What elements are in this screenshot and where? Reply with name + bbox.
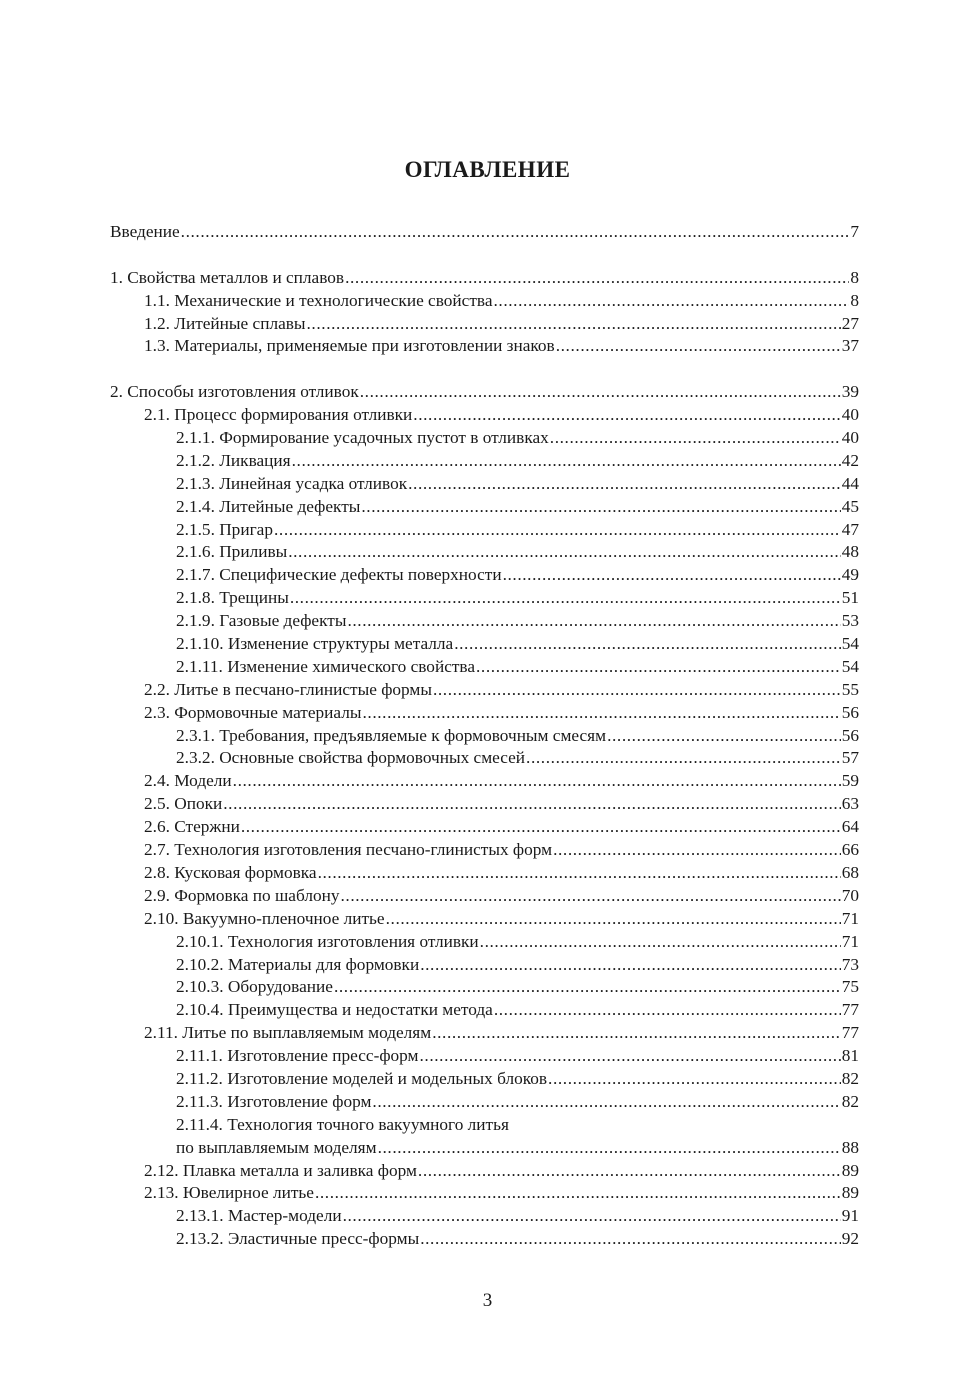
toc-entry-label: 1.3. Материалы, применяемые при изготовлении знаков	[144, 336, 555, 356]
toc-entry[interactable]	[110, 1022, 859, 1045]
toc-entry-label: 2.3. Формовочные материалы	[144, 702, 362, 722]
toc-dot-leader	[345, 267, 849, 290]
toc-entry[interactable]	[110, 427, 859, 450]
page-title: ОГЛАВЛЕНИЕ	[404, 157, 571, 182]
toc-entry-page: 68	[841, 862, 859, 882]
toc-entry-page: 49	[841, 565, 859, 585]
toc-entry-page: 70	[841, 885, 859, 905]
toc-dot-leader	[274, 519, 841, 542]
toc-entry-label: 2.1. Процесс формирования отливки	[144, 405, 413, 425]
toc-spacer	[110, 358, 859, 381]
toc-dot-leader	[307, 313, 841, 336]
toc-entry-page: 77	[841, 1000, 859, 1020]
toc-entry-page: 64	[841, 817, 859, 837]
toc-entry-label: 2.12. Плавка металла и заливка форм	[144, 1160, 417, 1180]
toc-entry-label: 2.10. Вакуумно-пленочное литье	[144, 908, 385, 928]
toc-entry-page: 73	[841, 954, 859, 974]
toc-entry-page: 71	[841, 931, 859, 951]
toc-entry[interactable]	[110, 862, 859, 885]
toc-entry-label: 2.1.9. Газовые дефекты	[176, 611, 347, 631]
toc-dot-leader	[420, 1045, 841, 1068]
toc-entry-page: 55	[841, 679, 859, 699]
toc-entry-page: 39	[841, 382, 859, 402]
toc-entry-page: 8	[850, 290, 859, 310]
toc-entry-page: 45	[841, 496, 859, 516]
toc-entry[interactable]	[110, 404, 859, 427]
toc-entry-page: 42	[841, 450, 859, 470]
toc-dot-leader	[318, 862, 841, 885]
toc-dot-leader	[347, 610, 840, 633]
toc-dot-leader	[408, 473, 841, 496]
toc-dot-leader	[420, 1228, 841, 1251]
toc-entry[interactable]	[110, 335, 859, 358]
toc-entry-page: 54	[841, 634, 859, 654]
toc-dot-leader	[233, 770, 841, 793]
toc-entry[interactable]	[110, 954, 859, 977]
toc-entry-page: 27	[841, 313, 859, 333]
toc-dot-leader	[361, 496, 840, 519]
toc-entry-page: 57	[841, 748, 859, 768]
toc-entry-label: 2.1.11. Изменение химического свойства	[176, 656, 476, 676]
toc-entry[interactable]	[110, 541, 859, 564]
toc-dot-leader	[433, 679, 841, 702]
toc-dot-leader	[290, 587, 841, 610]
toc-entry[interactable]	[110, 290, 859, 313]
toc-entry-label: 2.4. Модели	[144, 771, 232, 791]
toc-entry-label: 2.2. Литье в песчано-глинистые формы	[144, 679, 432, 699]
toc-entry-page: 81	[841, 1046, 859, 1066]
toc-entry-page: 59	[841, 771, 859, 791]
toc-entry-label: 1.1. Механические и технологические свойства	[144, 290, 493, 310]
toc-entry-label: 2.10.1. Технология изготовления отливки	[176, 931, 479, 951]
toc-entry[interactable]	[110, 839, 859, 862]
toc-entry-page: 51	[841, 588, 859, 608]
toc-entry-label: 2.3.1. Требования, предъявляемые к формовочным смесям	[176, 725, 607, 745]
toc-dot-leader	[526, 747, 841, 770]
toc-entry-label: 2.10.3. Оборудование	[176, 977, 333, 997]
toc-entry-page: 56	[841, 725, 859, 745]
toc-entry-label: 2.6. Стержни	[144, 817, 240, 837]
toc-entry-label: 2.1.2. Ликвация	[176, 450, 291, 470]
toc-entry-label: 1.2. Литейные сплавы	[144, 313, 306, 333]
toc-entry[interactable]	[110, 908, 859, 931]
toc-entry[interactable]	[110, 793, 859, 816]
toc-dot-leader	[413, 404, 840, 427]
toc-entry-label: 2.10.4. Преимущества и недостатки метода	[176, 1000, 493, 1020]
toc-dot-leader	[476, 656, 841, 679]
toc-dot-leader	[480, 931, 841, 954]
toc-entry-page: 7	[850, 222, 859, 241]
toc-dot-leader	[378, 1137, 841, 1160]
toc-entry[interactable]	[110, 564, 859, 587]
toc-dot-leader	[334, 976, 841, 999]
toc-entry[interactable]	[110, 770, 859, 793]
toc-entry-label: 2.1.6. Приливы	[176, 542, 288, 562]
toc-entry[interactable]	[110, 610, 859, 633]
toc-entry-page: 89	[841, 1183, 859, 1203]
toc-entry-label: 2.11.2. Изготовление моделей и модельных блоков	[176, 1068, 548, 1088]
toc-entry[interactable]	[110, 1045, 859, 1068]
toc-entry-label: 2.11.4. Технология точного вакуумного литья	[176, 1114, 509, 1134]
toc-entry-page: 82	[841, 1091, 859, 1111]
toc-dot-leader	[553, 839, 841, 862]
toc-dot-leader	[340, 885, 840, 908]
toc-entry[interactable]	[110, 587, 859, 610]
toc-entry-label: 2.11. Литье по выплавляемым моделям	[144, 1023, 432, 1043]
toc-entry-label: 2.13.1. Мастер-модели	[176, 1206, 342, 1226]
toc-entry-page: 56	[841, 702, 859, 722]
toc-entry-page: 63	[841, 794, 859, 814]
toc-entry[interactable]	[110, 976, 859, 999]
toc-dot-leader	[288, 541, 841, 564]
toc-entry[interactable]	[110, 633, 859, 656]
toc-entry[interactable]	[110, 381, 859, 404]
toc-entry-label: 2.1.1. Формирование усадочных пустот в отливках	[176, 428, 549, 448]
toc-entry-page: 37	[841, 336, 859, 356]
toc-entry-label: 2.3.2. Основные свойства формовочных смесей	[176, 748, 526, 768]
toc-entry[interactable]	[110, 473, 859, 496]
page-number: 3	[482, 1290, 493, 1311]
toc-entry-label: 1. Свойства металлов и сплавов	[110, 267, 345, 287]
toc-entry-page: 71	[841, 908, 859, 928]
toc-entry-label: 2.1.5. Пригар	[176, 519, 273, 539]
toc-entry-label: 2.1.8. Трещины	[176, 588, 289, 608]
toc-entry[interactable]	[110, 885, 859, 908]
toc-entry-page: 40	[841, 405, 859, 425]
toc-dot-leader	[360, 381, 841, 404]
toc-entry-label: 2.1.10. Изменение структуры металла	[176, 634, 454, 654]
toc-dot-leader	[607, 725, 841, 748]
toc-entry[interactable]	[110, 1091, 859, 1114]
toc-entry-page: 77	[841, 1023, 859, 1043]
toc-dot-leader	[420, 954, 841, 977]
toc-entry[interactable]	[110, 1205, 859, 1228]
toc-entry[interactable]	[110, 747, 859, 770]
toc-dot-leader	[241, 816, 841, 839]
toc-entry-label: 2.1.3. Линейная усадка отливок	[176, 473, 408, 493]
toc-entry-page: 82	[841, 1068, 859, 1088]
toc-dot-leader	[223, 793, 840, 816]
toc-entry[interactable]	[110, 816, 859, 839]
toc-dot-leader	[181, 221, 850, 244]
toc-entry[interactable]	[110, 221, 859, 244]
toc-entry[interactable]	[110, 999, 859, 1022]
toc-dot-leader	[454, 633, 841, 656]
toc-entry[interactable]	[110, 1137, 859, 1160]
toc-entry-label: 2.11.1. Изготовление пресс-форм	[176, 1046, 419, 1066]
toc-entry-label: 2.8. Кусковая формовка	[144, 862, 317, 882]
toc-entry[interactable]	[110, 450, 859, 473]
toc-entry-label: 2.1.4. Литейные дефекты	[176, 496, 361, 516]
toc-entry[interactable]	[110, 656, 859, 679]
table-of-contents	[110, 221, 859, 1251]
toc-entry-label: 2.13.2. Эластичные пресс-формы	[176, 1229, 420, 1249]
toc-entry-label: 2.11.3. Изготовление форм	[176, 1091, 372, 1111]
toc-dot-leader	[418, 1160, 841, 1183]
toc-dot-leader	[494, 290, 850, 313]
toc-entry[interactable]	[110, 931, 859, 954]
toc-entry-label: Введение	[110, 222, 180, 241]
toc-entry[interactable]	[110, 1228, 859, 1251]
toc-dot-leader	[550, 427, 841, 450]
toc-dot-leader	[315, 1182, 841, 1205]
toc-entry[interactable]	[110, 496, 859, 519]
toc-dot-leader	[503, 564, 841, 587]
toc-entry-page: 53	[841, 611, 859, 631]
toc-dot-leader	[494, 999, 841, 1022]
toc-entry-page: 91	[841, 1206, 859, 1226]
toc-entry-page: 89	[841, 1160, 859, 1180]
toc-entry-label: 2.10.2. Материалы для формовки	[176, 954, 420, 974]
toc-dot-leader	[292, 450, 841, 473]
toc-entry-page: 54	[841, 656, 859, 676]
toc-entry[interactable]	[110, 519, 859, 542]
toc-entry-page: 75	[841, 977, 859, 997]
toc-spacer	[110, 244, 859, 267]
toc-dot-leader	[362, 702, 840, 725]
toc-dot-leader	[343, 1205, 841, 1228]
toc-entry[interactable]	[110, 702, 859, 725]
toc-entry-label: по выплавляемым моделям	[176, 1137, 377, 1157]
toc-entry-label: 2.7. Технология изготовления песчано-глинистых форм	[144, 840, 553, 860]
toc-dot-leader	[556, 335, 841, 358]
toc-entry-page: 40	[841, 428, 859, 448]
toc-entry[interactable]	[110, 313, 859, 336]
toc-entry-label: 2.9. Формовка по шаблону	[144, 885, 340, 905]
toc-dot-leader	[432, 1022, 841, 1045]
toc-entry-page: 66	[841, 840, 859, 860]
toc-entry[interactable]	[110, 1160, 859, 1183]
toc-entry-label: 2.5. Опоки	[144, 794, 223, 814]
toc-entry-page: 88	[841, 1137, 859, 1157]
toc-entry-page: 8	[850, 267, 859, 287]
toc-entry-label: 2.1.7. Специфические дефекты поверхности	[176, 565, 502, 585]
toc-dot-leader	[386, 908, 841, 931]
toc-entry-label: 2.13. Ювелирное литье	[144, 1183, 314, 1203]
toc-entry[interactable]	[110, 1182, 859, 1205]
toc-entry-page: 47	[841, 519, 859, 539]
toc-entry[interactable]	[110, 725, 859, 748]
toc-entry-page: 48	[841, 542, 859, 562]
toc-entry-label: 2. Способы изготовления отливок	[110, 382, 359, 402]
toc-entry[interactable]	[110, 267, 859, 290]
toc-entry[interactable]	[110, 1068, 859, 1091]
toc-entry[interactable]	[110, 1114, 859, 1137]
toc-dot-leader	[372, 1091, 840, 1114]
toc-entry-page: 92	[841, 1229, 859, 1249]
toc-entry[interactable]	[110, 679, 859, 702]
toc-dot-leader	[548, 1068, 841, 1091]
toc-entry-page: 44	[841, 473, 859, 493]
